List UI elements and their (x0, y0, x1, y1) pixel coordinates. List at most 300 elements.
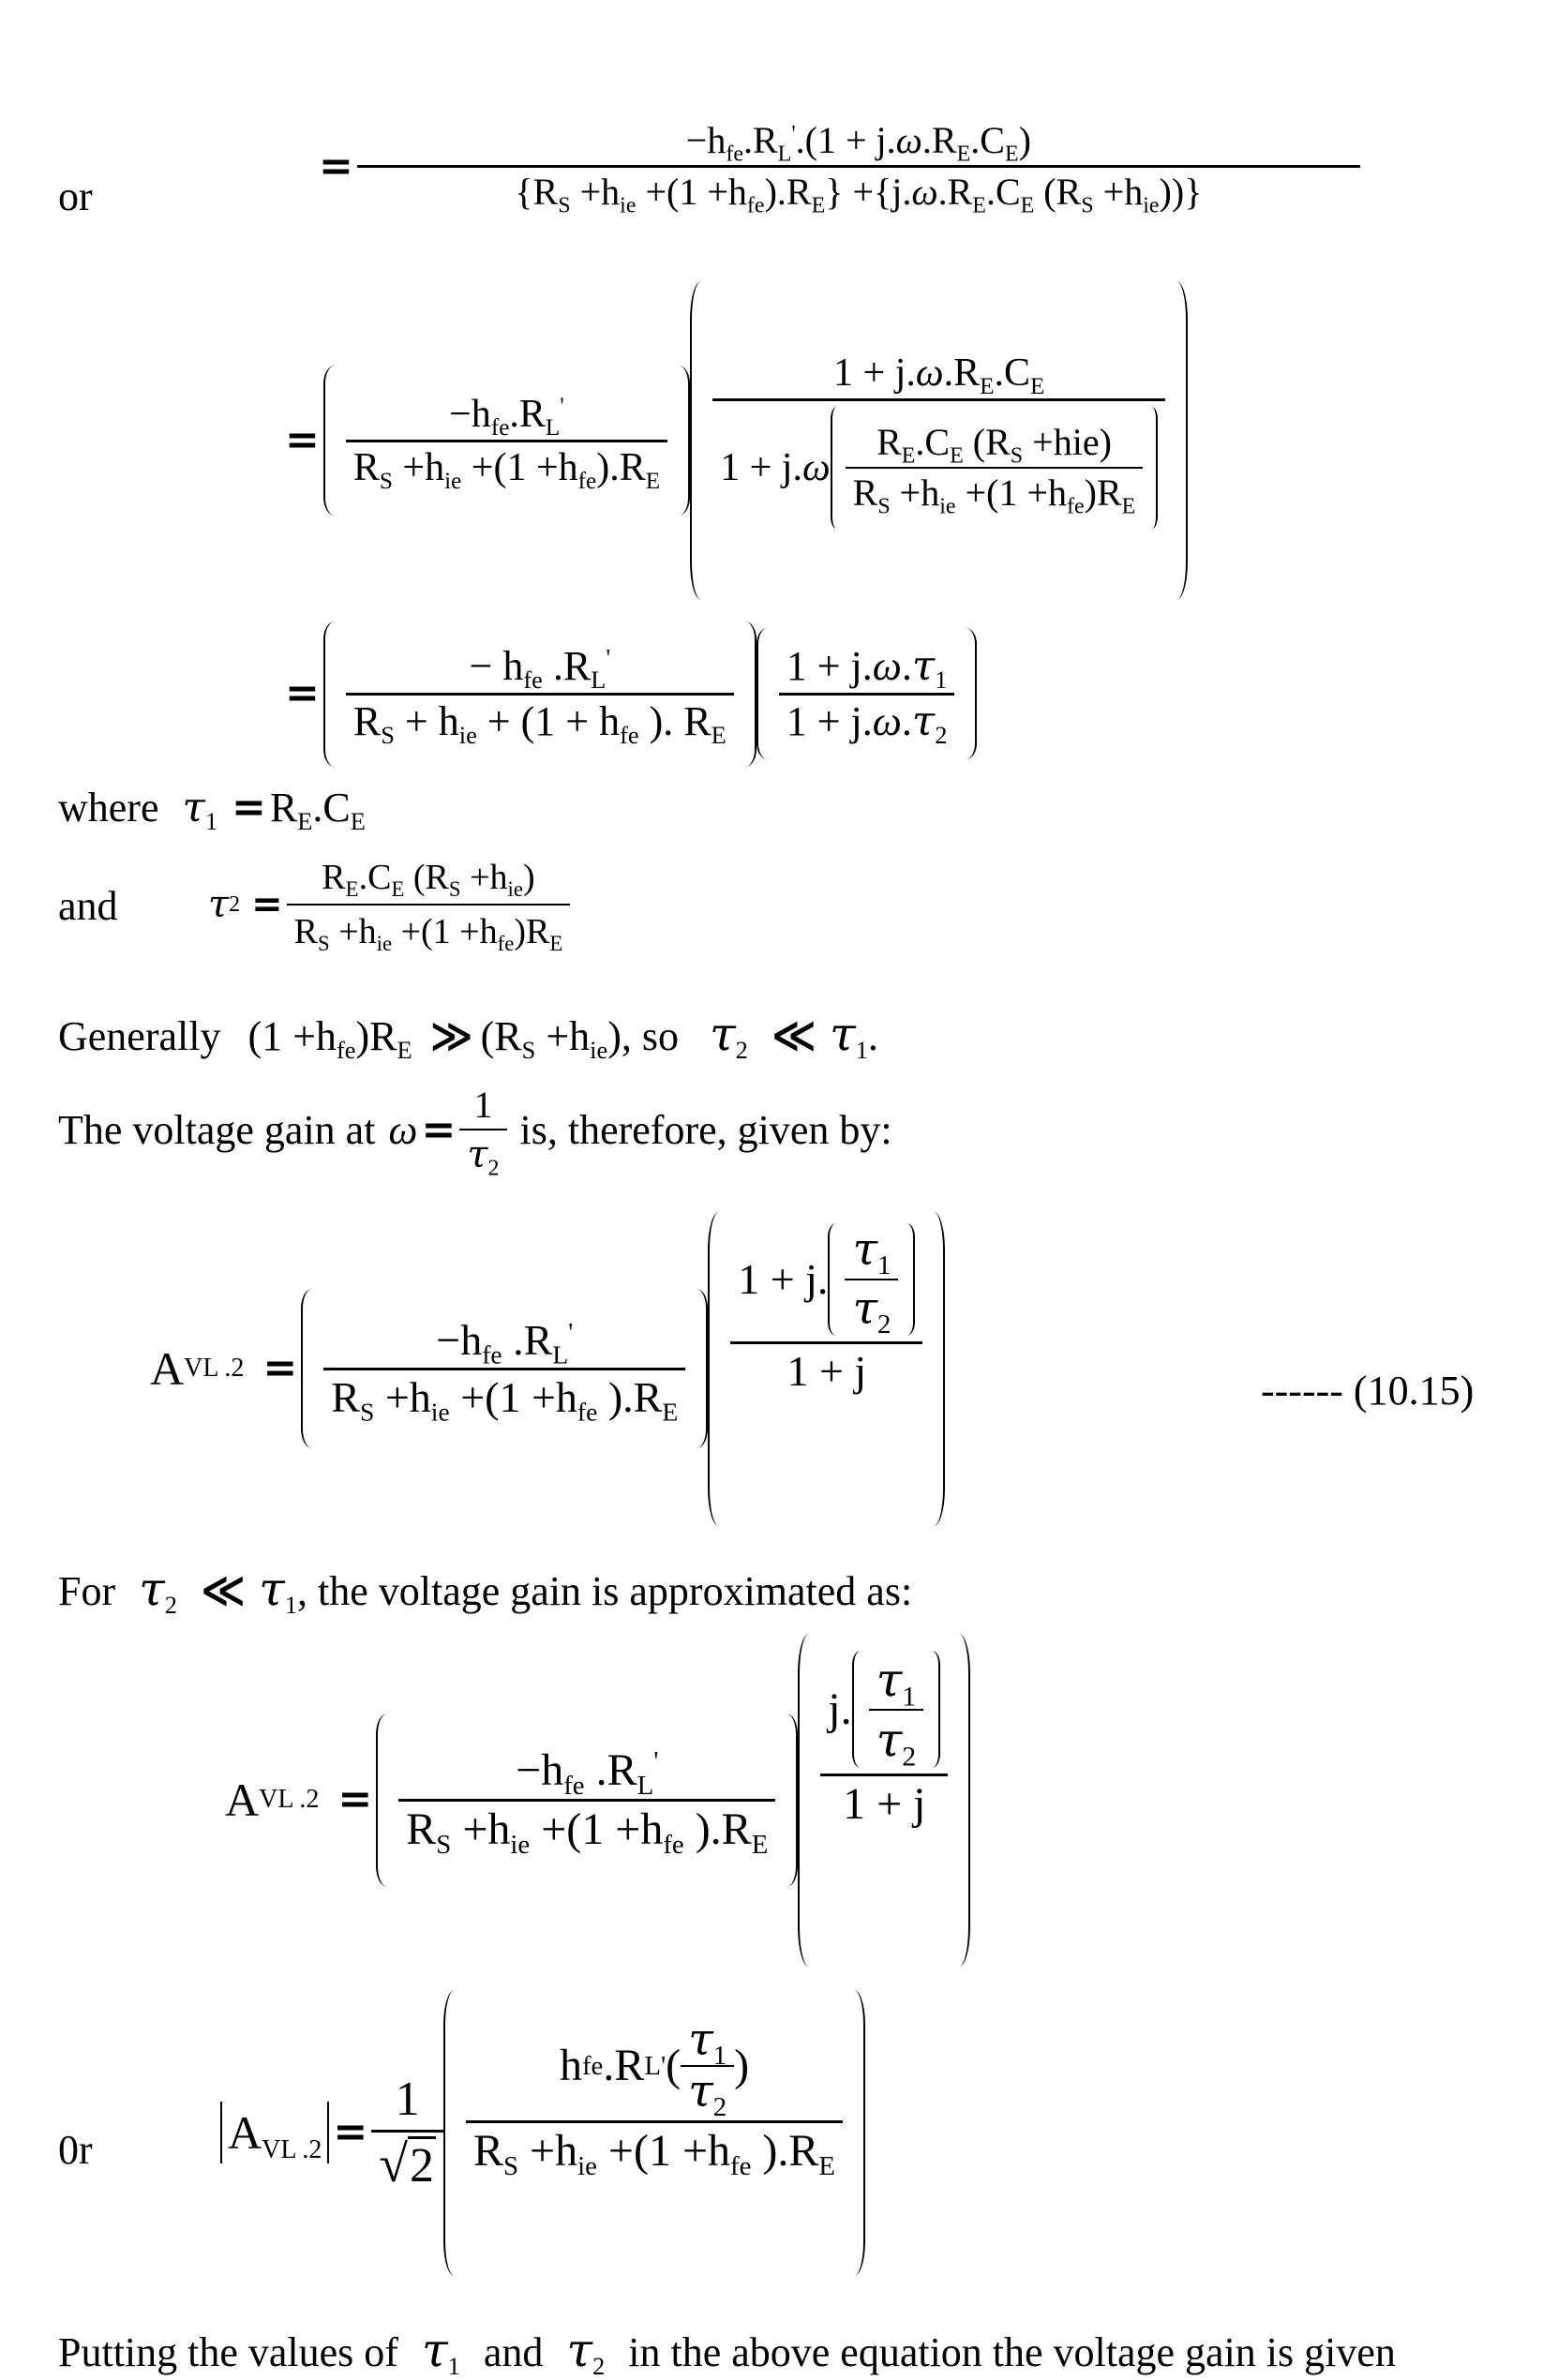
term: ) (607, 1013, 622, 1059)
equals-sign: = (232, 784, 266, 831)
tau: τ (467, 1133, 488, 1176)
eq-or-fraction (315, 119, 1360, 218)
term: (R (480, 1013, 522, 1059)
denominator: 1 + j (843, 1779, 926, 1829)
tau: τ (208, 883, 230, 926)
left-paren (376, 1714, 398, 1887)
sub-S: S (381, 720, 395, 749)
sub-ie: ie (1143, 193, 1160, 218)
left-fraction (323, 1315, 685, 1427)
tau: τ (852, 1281, 877, 1335)
for-line (58, 1562, 913, 1620)
tau: τ (566, 2323, 593, 2377)
term: )R (514, 912, 550, 951)
one-over-root2 (371, 2072, 443, 2193)
prime: ' (568, 1316, 574, 1346)
sub-E: E (751, 1829, 769, 1860)
tau: τ (259, 1562, 285, 1616)
tau: τ (830, 1007, 856, 1061)
term: +h (392, 445, 445, 489)
denominator: 1 + j (786, 1346, 867, 1395)
sub-S: S (558, 193, 571, 218)
denominator (287, 906, 571, 955)
right-paren (923, 1651, 940, 1768)
term: +h (518, 2125, 578, 2176)
omega: ω (872, 642, 902, 689)
term: + h (394, 697, 459, 744)
term: 1 + j. (738, 1254, 829, 1303)
tau: τ (421, 2323, 448, 2377)
term: ) (1018, 119, 1031, 161)
sub-E: E (811, 193, 826, 218)
term: .C (985, 171, 1021, 213)
denominator (779, 696, 955, 749)
prime: ' (606, 642, 611, 671)
term: +h (329, 912, 377, 951)
sub-ie: ie (376, 931, 393, 955)
sub-S: S (503, 2150, 519, 2181)
term: +(1 +h (636, 171, 747, 213)
sub-fe: fe (497, 931, 515, 955)
sub-S: S (359, 1397, 375, 1427)
tau: τ (852, 1222, 877, 1276)
sub-E: E (711, 720, 727, 749)
numerator: h fe .R L ' ( $\frac{\tau_1}{\tau_2}$ ) (559, 2013, 750, 2122)
sub-S: S (1081, 193, 1094, 218)
sub-1: 1 (877, 1250, 891, 1280)
term: .C (994, 351, 1030, 395)
sub-1: 1 (855, 1036, 868, 1065)
term: +h (374, 1372, 431, 1421)
sub-ie: ie (507, 876, 523, 901)
equals-sign: = (262, 1344, 298, 1392)
sub-E: E (645, 468, 661, 494)
sub-E: E (1029, 373, 1045, 399)
sub-fe: fe (620, 720, 639, 749)
numerator (820, 1651, 948, 1774)
generally-word: Generally (58, 1013, 221, 1059)
sentence-end: is, therefore, given by: (519, 1106, 892, 1153)
term: 1 + j. (833, 351, 916, 395)
sub-E: E (397, 1036, 412, 1065)
term: .(1 + j. (795, 119, 896, 161)
sub-ie: ie (939, 493, 956, 518)
sub-L: L (545, 414, 561, 441)
sub-E: E (956, 142, 971, 167)
term: .R (584, 1744, 637, 1795)
term: .R (603, 2040, 645, 2090)
term: +h (890, 471, 940, 514)
right-paren (898, 1223, 915, 1336)
much-less-sign: ≪ (771, 1010, 817, 1060)
term: j. (828, 1684, 852, 1734)
sub-E: E (901, 442, 916, 468)
term: R (293, 912, 319, 951)
term: (1 +h (247, 1013, 337, 1059)
equals-sign: = (251, 883, 283, 926)
left-paren (690, 281, 712, 600)
term: R (473, 2125, 504, 2176)
sub-1: 1 (284, 1591, 298, 1620)
sub-1: 1 (712, 2040, 727, 2071)
sqrt-icon: √ (379, 2134, 409, 2193)
right-paren (1165, 281, 1188, 600)
right-fraction (730, 1223, 922, 1515)
sub-ie: ie (510, 1829, 531, 1860)
one-over-tau2 (459, 1083, 506, 1181)
denominator (846, 469, 1144, 518)
term: R (852, 471, 878, 514)
term: .R (921, 119, 957, 161)
term: R (352, 697, 382, 744)
sub-E: E (549, 931, 563, 955)
numerator (826, 353, 1052, 398)
sub-E: E (391, 876, 405, 901)
term: .R (742, 119, 778, 161)
numerator (845, 1222, 898, 1280)
sub-S: S (1010, 442, 1024, 468)
sub-E: E (818, 2150, 836, 2181)
numerator (442, 392, 572, 441)
right-fraction (712, 353, 1165, 529)
inner-fraction (846, 420, 1144, 518)
term: ) (522, 858, 535, 897)
sub-fe: fe (663, 1829, 684, 1860)
so-word: , so (621, 1013, 679, 1059)
omega: ω (915, 351, 944, 395)
denominator (507, 168, 1209, 218)
right-paren (734, 621, 757, 767)
sub-S: S (318, 931, 330, 955)
sub-E: E (662, 1397, 679, 1427)
and-word: and (58, 883, 118, 929)
sub-S: S (877, 493, 891, 518)
denominator (323, 1370, 685, 1427)
right-brace (1143, 407, 1158, 529)
right-paren (667, 366, 690, 516)
absolute-value (220, 2102, 329, 2163)
sub-ie: ie (590, 1036, 608, 1065)
tau: τ (139, 1562, 165, 1616)
numerator (508, 1744, 666, 1801)
sub-E: E (972, 193, 986, 218)
left-paren (828, 1223, 845, 1336)
prefix-0r: 0r (58, 2127, 93, 2173)
sub-1: 1 (204, 807, 218, 836)
tau: τ (876, 1712, 903, 1767)
numerator (779, 641, 955, 694)
omega: ω (388, 1106, 418, 1153)
term: .C (312, 785, 351, 831)
tau: τ (709, 1007, 736, 1061)
sub-fe: fe (726, 142, 743, 167)
term: R (331, 1372, 360, 1421)
sub-2: 2 (735, 1036, 748, 1065)
denominator (712, 401, 1165, 529)
term: (R (404, 858, 449, 897)
term: 1 + j. (720, 445, 802, 489)
term: +hie) (1023, 420, 1112, 463)
eq-magnitude (220, 1987, 865, 2278)
equals-sign: = (285, 669, 320, 717)
prefix-or: or (58, 173, 93, 219)
left-fraction (398, 1744, 775, 1860)
tau: τ (688, 2013, 713, 2066)
sub-ie: ie (444, 468, 462, 494)
denominator (346, 442, 667, 494)
sub-L: L (591, 665, 607, 694)
left-paren (443, 1990, 466, 2276)
term: (R (963, 420, 1011, 463)
tau-ratio (869, 1652, 924, 1772)
prime: ' (653, 1745, 659, 1776)
left-brace (831, 407, 846, 529)
gain-symbol: A (228, 2106, 262, 2159)
sub-2: 2 (902, 1741, 917, 1772)
generally-line (58, 1007, 878, 1065)
sub-E: E (345, 876, 359, 901)
term: )R (355, 1013, 397, 1059)
term: +(1 +h (596, 2125, 731, 2176)
where-word: where (58, 785, 159, 831)
term: +h (1093, 171, 1144, 213)
term: h (559, 2040, 582, 2090)
tau2-fraction (287, 857, 571, 955)
where-line (58, 784, 366, 836)
numerator (681, 2013, 734, 2071)
eq-tau-form (281, 619, 977, 769)
term: −h (436, 1315, 483, 1364)
much-less-sign: ≪ (201, 1564, 247, 1615)
term: +(1 +h (449, 1372, 577, 1421)
sub-2: 2 (877, 1309, 891, 1340)
term: ))} (1159, 171, 1203, 213)
right-paren (685, 1289, 708, 1448)
term: ). R (638, 697, 712, 744)
sub-ie: ie (577, 2150, 597, 2181)
prime: ' (560, 393, 564, 419)
tau-ratio (681, 2013, 734, 2122)
left-paren (323, 621, 346, 767)
much-greater-sign: ≫ (429, 1012, 473, 1060)
right-paren (954, 628, 977, 759)
term: −h (516, 1744, 564, 1795)
term: ).R (597, 1372, 663, 1421)
term: R (406, 1804, 437, 1854)
sub-vl2: VL .2 (262, 2134, 322, 2164)
term: +(1 +h (392, 912, 498, 951)
sentence-end: , the voltage gain is approximated as: (297, 1568, 913, 1614)
sub-1: 1 (935, 665, 948, 694)
left-paren (301, 1289, 323, 1448)
fraction (357, 119, 1360, 218)
equals-sign: = (285, 416, 320, 464)
tau: τ (911, 696, 936, 745)
equals-sign: = (421, 1105, 457, 1154)
sub-fe: fe (577, 1397, 598, 1427)
sub-fe: fe (577, 468, 597, 494)
eq-expanded (281, 281, 1188, 600)
left-paren (852, 1651, 869, 1768)
sub-S: S (521, 1036, 536, 1065)
sub-E: E (1020, 193, 1035, 218)
right-paren (948, 1634, 970, 1967)
term: .R (542, 642, 592, 689)
numerator (869, 420, 1119, 468)
sub-E: E (980, 373, 995, 399)
term: R (269, 785, 298, 831)
denominator (459, 1130, 506, 1181)
right-fraction (779, 641, 955, 749)
term: R (876, 420, 902, 463)
term: } +{j. (825, 171, 912, 213)
term: R (322, 858, 346, 897)
term: ( (666, 2040, 682, 2090)
left-paren (323, 366, 346, 516)
term: .R (937, 171, 973, 213)
sub-L: L (637, 1770, 654, 1801)
sub-1: 1 (902, 1681, 917, 1712)
tau: τ (688, 2064, 713, 2118)
left-paren (798, 1634, 820, 1967)
omega: ω (801, 445, 831, 489)
sub-L: L (552, 1340, 569, 1370)
term: {R (515, 171, 559, 213)
sub-E: E (950, 442, 964, 468)
sub-fe: fe (523, 665, 543, 694)
denominator (346, 696, 734, 749)
term: R (352, 445, 380, 489)
sub-E: E (1004, 142, 1019, 167)
numerator (462, 642, 619, 694)
equals-sign: = (337, 1775, 373, 1823)
gain-symbol: A (150, 1342, 185, 1395)
denominator (466, 2123, 843, 2249)
sentence-start: Putting the values of (58, 2329, 398, 2375)
radicand: 2 (408, 2136, 436, 2193)
term: 1 + j. (786, 697, 873, 744)
term: +h (451, 1804, 511, 1854)
left-paren (708, 1212, 730, 1526)
equals-sign: = (319, 142, 353, 190)
left-fraction (346, 392, 667, 494)
sub-E: E (350, 807, 366, 836)
term: .C (970, 119, 1005, 161)
term: − h (469, 642, 524, 689)
numerator: 1 (395, 2072, 420, 2126)
sub-fe: fe (746, 193, 765, 218)
numerator (730, 1223, 922, 1341)
term: .R (943, 351, 981, 395)
term: ).R (764, 171, 812, 213)
term: ).R (751, 2125, 819, 2176)
sentence-end: in the above equation the voltage gain is given (628, 2329, 1396, 2375)
term: −h (685, 119, 727, 161)
sub-S: S (436, 1829, 452, 1860)
right-paren (922, 1212, 945, 1526)
denominator (845, 1280, 898, 1340)
period: . (867, 1013, 878, 1059)
tau: τ (876, 1652, 903, 1707)
sub-ie: ie (458, 720, 477, 749)
numerator (314, 857, 542, 904)
prime: ' (791, 121, 796, 146)
left-fraction (346, 642, 734, 749)
numerator (869, 1652, 924, 1712)
term: −h (449, 392, 491, 436)
sentence-start: The voltage gain at (58, 1106, 376, 1153)
omega: ω (911, 171, 938, 213)
sub-2: 2 (592, 2352, 606, 2380)
denominator (371, 2133, 443, 2191)
sub-fe: fe (730, 2150, 752, 2181)
sub-1: 1 (447, 2352, 460, 2380)
equation-number: ------ (10.15) (1261, 1368, 1475, 1414)
left-paren (757, 628, 779, 759)
term: ) (734, 2040, 750, 2090)
sub-L: L (777, 142, 792, 167)
gain-symbol: A (225, 1774, 260, 1826)
sub-S: S (379, 468, 393, 494)
eq-10-15: A VL .2 = $\frac{-h_{fe} .R_L'}{R_S +h_{ie} +(1 +h_{fe} ).R_E}$ 1 + j. $\frac{\tau_1}{\tau_2}$ 1 + j (150, 1209, 945, 1528)
tau: τ (182, 784, 205, 831)
voltage-gain-line (58, 1078, 892, 1181)
equals-sign: = (333, 2108, 368, 2156)
numerator: 1 (473, 1084, 493, 1126)
term: +(1 +h (955, 471, 1067, 514)
term: .C (915, 420, 951, 463)
term: .R (502, 1315, 553, 1364)
term: )R (1084, 471, 1122, 514)
term: +(1 +h (530, 1804, 664, 1854)
term: .C (358, 858, 392, 897)
sub-fe: fe (482, 1340, 502, 1370)
sub-fe: fe (563, 1770, 585, 1801)
tau-ratio (845, 1222, 898, 1340)
sub-E: E (297, 807, 313, 836)
term: 1 + j. (786, 642, 873, 689)
denominator (869, 1711, 924, 1772)
term: +(1 +h (461, 445, 578, 489)
term: . (901, 697, 912, 744)
term: ).R (683, 1804, 752, 1854)
term: + (1 + h (476, 697, 621, 744)
numerator (679, 119, 1039, 167)
term: (R (1034, 171, 1082, 213)
omega: ω (872, 697, 902, 744)
sub-2: 2 (164, 1591, 177, 1620)
term: +h (535, 1013, 591, 1059)
sub-2: 2 (712, 2091, 727, 2122)
sub-fe: fe (490, 414, 510, 441)
eq-approx: A VL .2 = $\frac{-h_{fe} .R_L'}{R_S +h_{ie} +(1 +h_{fe} ).R_E}$ j. $\frac{\tau_1}{\tau_2}$ 1 + j (225, 1631, 970, 1968)
term: .R (509, 392, 546, 436)
bottom-line (58, 2323, 1396, 2380)
numerator (428, 1315, 580, 1370)
sub-ie: ie (620, 193, 637, 218)
sub-E: E (1121, 493, 1136, 518)
term: . (901, 642, 912, 689)
term: +h (460, 858, 508, 897)
denominator (681, 2064, 734, 2122)
tau: τ (911, 641, 936, 690)
and-word: and (483, 2329, 544, 2375)
right-fraction (820, 1651, 948, 1949)
sub-fe: fe (336, 1036, 356, 1065)
denominator (398, 1802, 775, 1860)
omega: ω (895, 119, 922, 161)
right-paren (775, 1714, 798, 1887)
